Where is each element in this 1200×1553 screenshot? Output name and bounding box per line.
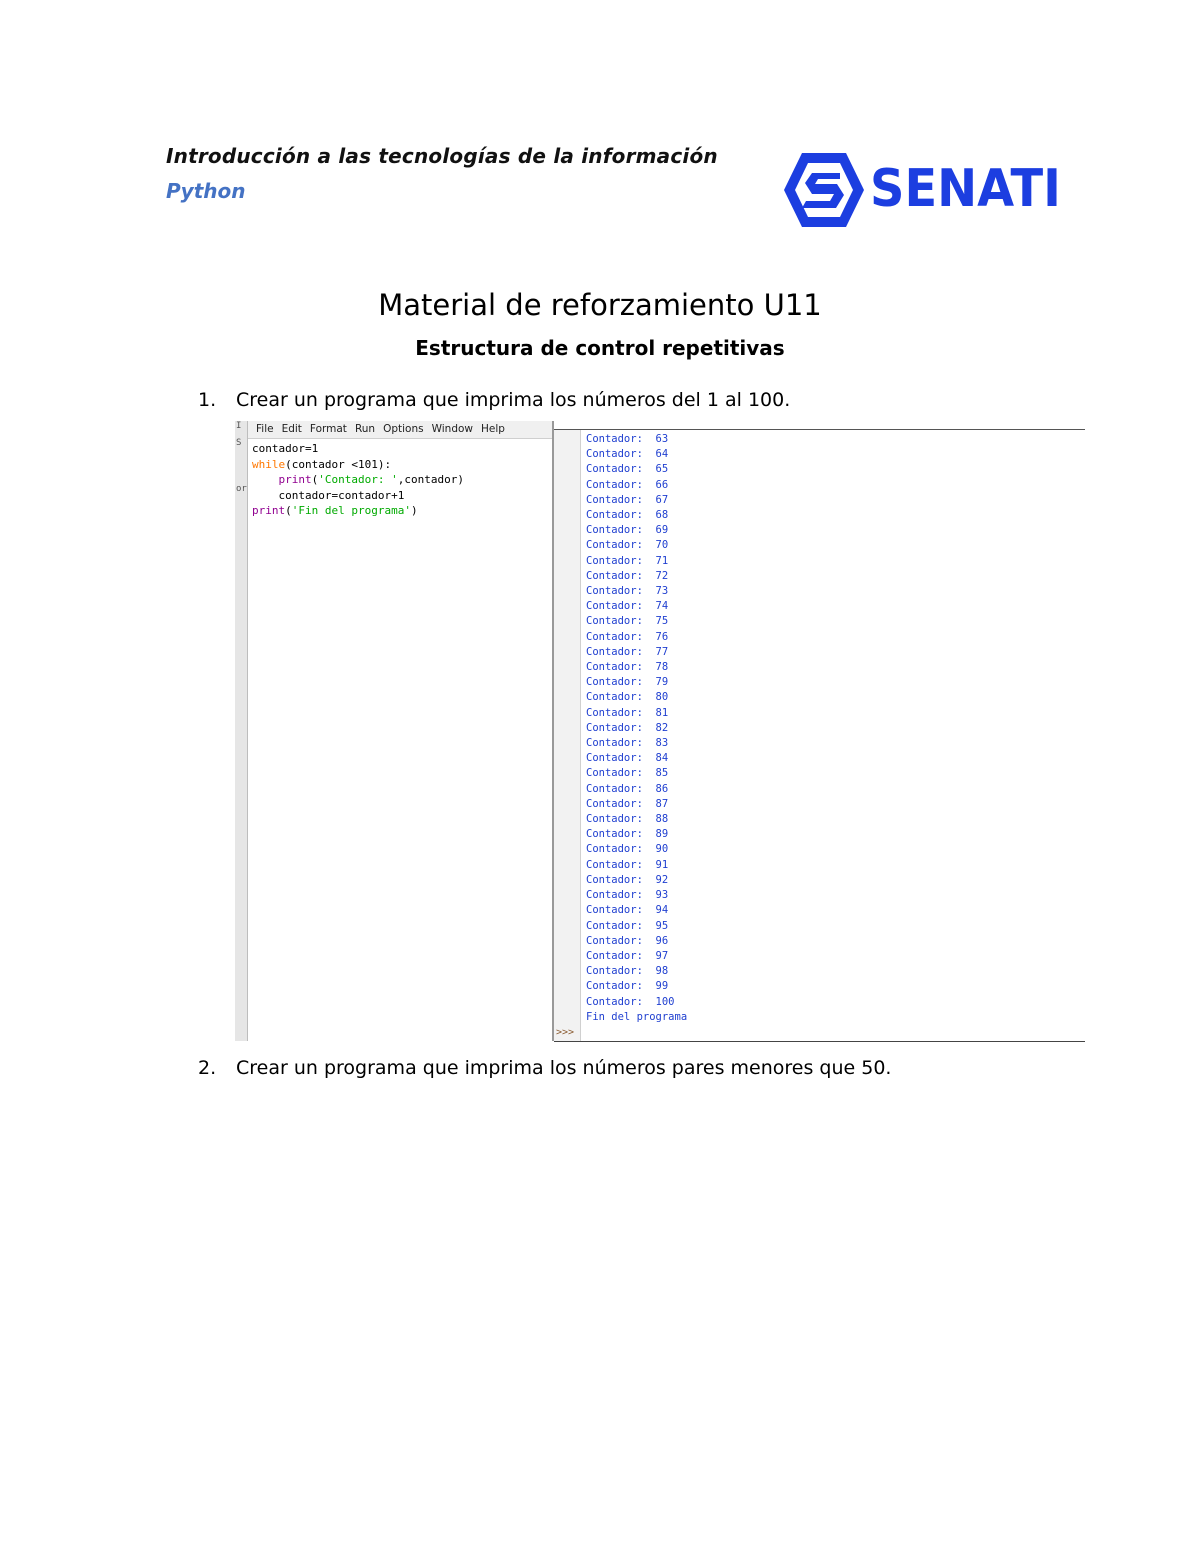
idle-screenshot (235, 421, 1085, 1043)
question-2 (198, 1057, 891, 1079)
code-editor-window (235, 421, 554, 1041)
menu-item-format[interactable]: Format (309, 423, 347, 435)
output-line: Contador: 98 (586, 965, 669, 978)
output-line: Contador: 84 (586, 752, 669, 765)
output-final-line: Fin del programa (586, 1010, 688, 1023)
menu-item-help[interactable]: Help (481, 423, 505, 435)
document-title: Material de reforzamiento U11 (378, 288, 822, 322)
output-line: Contador: 66 (586, 478, 669, 491)
question-number: 2. (198, 1057, 217, 1079)
output-line: Contador: 78 (586, 661, 669, 674)
shell-bottom-border (554, 1041, 1085, 1042)
menu-item-file[interactable]: File (256, 423, 274, 435)
code-line: contador=contador+1 (252, 488, 405, 502)
output-line: Contador: 95 (586, 919, 669, 932)
output-line: Contador: 91 (586, 858, 669, 871)
shell-prompt: >>> (556, 1027, 575, 1038)
output-line: Contador: 65 (586, 463, 669, 476)
code-line: print('Contador: ',contador) (278, 473, 464, 486)
output-line: Contador: 71 (586, 554, 669, 567)
editor-menubar (248, 421, 552, 439)
gutter-fragment: S (236, 438, 242, 448)
document-subtitle: Estructura de control repetitivas (415, 336, 785, 360)
question-number: 1. (198, 389, 217, 411)
question-1 (198, 389, 790, 411)
output-line: Contador: 75 (586, 615, 669, 628)
output-line: Contador: 68 (586, 509, 669, 522)
output-line: Contador: 82 (586, 721, 669, 734)
menu-item-window[interactable]: Window (431, 423, 473, 435)
output-line: Contador: 74 (586, 600, 669, 613)
output-line: Contador: 83 (586, 737, 669, 750)
gutter-fragment: I (236, 421, 242, 431)
course-subtitle: Python (166, 179, 246, 203)
editor-gutter (235, 421, 248, 1041)
output-line: Contador: 63 (586, 433, 669, 445)
menu-item-edit[interactable]: Edit (281, 423, 302, 435)
output-line: Contador: 86 (586, 782, 669, 795)
code-line: contador=1 (252, 442, 319, 455)
code-area[interactable] (252, 441, 464, 519)
output-line: Contador: 64 (586, 448, 669, 461)
shell-window (554, 429, 1085, 1042)
code-line: print('Fin del programa') (252, 504, 418, 517)
gutter-fragment: or (236, 484, 247, 494)
output-line: Contador: 72 (586, 569, 669, 582)
course-header (166, 144, 718, 203)
output-line: Contador: 96 (586, 934, 669, 947)
output-line: Contador: 67 (586, 493, 669, 506)
output-line: Contador: 99 (586, 980, 669, 993)
logo-text: SENATI (870, 159, 1061, 219)
output-line: Contador: 92 (586, 873, 669, 886)
course-title: Introducción a las tecnologías de la información (166, 144, 718, 168)
output-line: Contador: 69 (586, 524, 669, 537)
output-line: Contador: 97 (586, 949, 669, 962)
output-line: Contador: 77 (586, 645, 669, 658)
menu-item-options[interactable]: Options (383, 423, 424, 435)
menu-item-run[interactable]: Run (354, 423, 376, 435)
output-line: Contador: 90 (586, 843, 669, 856)
code-line: while(contador <101): (252, 457, 392, 471)
output-line: Contador: 85 (586, 767, 669, 780)
output-line: Contador: 81 (586, 706, 669, 719)
senati-logo (782, 151, 1072, 231)
question-text: Crear un programa que imprima los números del 1 al 100. (236, 389, 791, 411)
senati-hexagon-icon (782, 151, 866, 229)
output-line: Contador: 79 (586, 676, 669, 689)
output-line: Contador: 89 (586, 828, 669, 841)
output-line: Contador: 94 (586, 904, 669, 917)
output-line: Contador: 87 (586, 797, 669, 810)
output-line: Contador: 80 (586, 691, 669, 704)
output-line: Contador: 100 (586, 995, 675, 1008)
output-line: Contador: 88 (586, 813, 669, 826)
shell-output (586, 432, 687, 1025)
shell-gutter (554, 430, 581, 1042)
output-line: Contador: 73 (586, 585, 669, 598)
question-text: Crear un programa que imprima los números pares menores que 50. (236, 1057, 892, 1079)
output-line: Contador: 70 (586, 539, 669, 552)
output-line: Contador: 93 (586, 889, 669, 902)
output-line: Contador: 76 (586, 630, 669, 643)
